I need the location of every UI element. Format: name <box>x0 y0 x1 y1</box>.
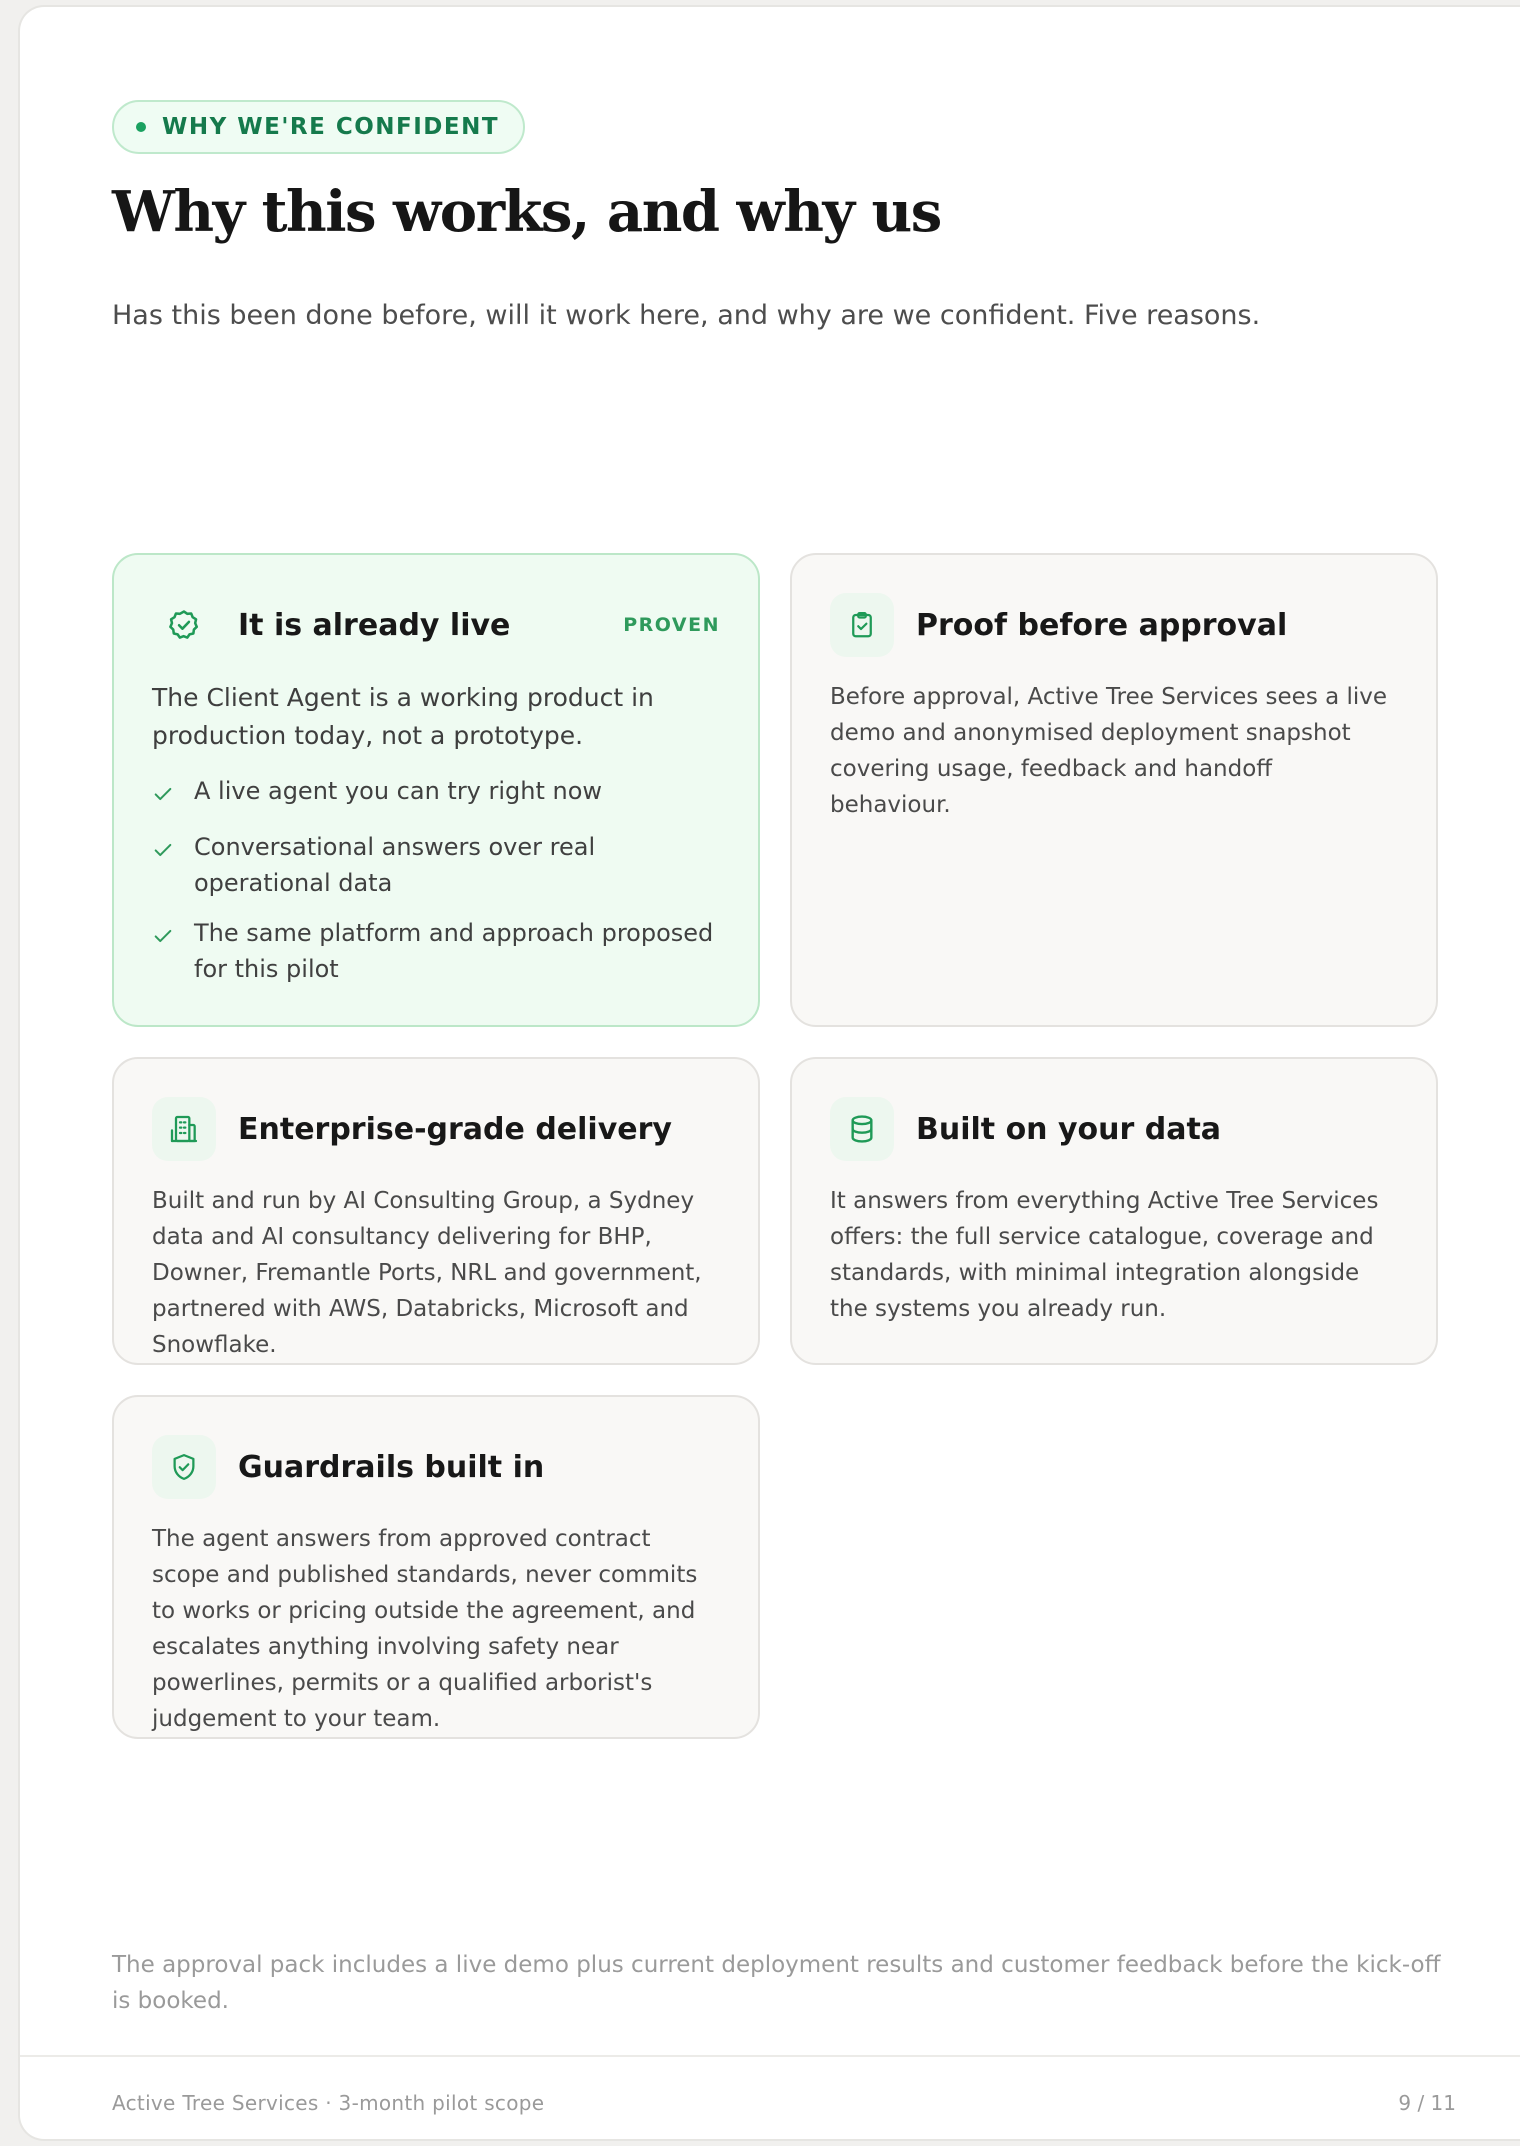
eyebrow-label: WHY WE'RE CONFIDENT <box>162 114 500 140</box>
checkmark-icon <box>152 829 176 901</box>
card-enterprise-delivery <box>112 1057 760 1365</box>
status-dot-icon <box>136 122 146 132</box>
slide-page <box>18 5 1520 2141</box>
checkmark-icon <box>152 915 176 987</box>
section-eyebrow <box>112 100 525 154</box>
card-title: Proof before approval <box>916 607 1288 643</box>
card-title: Guardrails built in <box>238 1449 545 1485</box>
card-title: It is already live <box>238 607 511 643</box>
card-description: Built and run by AI Consulting Group, a Sydney data and AI consultancy delivering for BHP, Downer, Fremantle Ports, NRL and government, partnered with AWS, Databricks, Microsoft and Snowflake. <box>152 1188 702 1358</box>
card-header <box>830 593 1398 657</box>
card-guardrails <box>112 1395 760 1739</box>
database-icon <box>830 1097 894 1161</box>
footer-divider <box>20 2055 1520 2057</box>
card-title: Enterprise-grade delivery <box>238 1111 672 1147</box>
check-item-text: The same platform and approach proposed for this pilot <box>194 919 714 983</box>
card-description: The Client Agent is a working product in production today, not a prototype. <box>152 683 654 750</box>
card-description: Before approval, Active Tree Services sees a live demo and anonymised deployment snapshot covering usage, feedback and handoff behaviour. <box>830 684 1388 818</box>
card-header <box>152 1435 720 1499</box>
card-already-live <box>112 553 760 1027</box>
check-badge-icon <box>152 593 216 657</box>
footer-document-title: Active Tree Services · 3-month pilot scope <box>112 2091 545 2115</box>
check-list <box>152 773 720 987</box>
shield-check-icon <box>152 1435 216 1499</box>
card-header <box>830 1097 1398 1161</box>
card-title: Built on your data <box>916 1111 1222 1147</box>
list-item <box>152 829 720 901</box>
card-description: It answers from everything Active Tree Services offers: the full service catalogue, coverage and standards, with minimal integration alongside the systems you already run. <box>830 1188 1379 1322</box>
check-item-text: Conversational answers over real operational data <box>194 833 596 897</box>
footnote: The approval pack includes a live demo plus current deployment results and customer feedback before the kick-off is booked. <box>112 1952 1441 2014</box>
page-number: 9 / 11 <box>1398 2091 1456 2115</box>
card-header <box>152 1097 720 1161</box>
list-item <box>152 915 720 987</box>
checkmark-icon <box>152 773 176 815</box>
card-description: The agent answers from approved contract scope and published standards, never commits to works or pricing outside the agreement, and escalates anything involving safety near powerlines, permits or a qualified arborist's judgement to your team. <box>152 1526 698 1732</box>
check-item-text: A live agent you can try right now <box>194 777 603 805</box>
page-title: Why this works, and why us <box>112 179 941 245</box>
building-icon <box>152 1097 216 1161</box>
card-proof-before-approval <box>790 553 1438 1027</box>
card-header <box>152 593 720 657</box>
clipboard-check-icon <box>830 593 894 657</box>
proven-badge: PROVEN <box>623 614 720 636</box>
card-built-on-your-data <box>790 1057 1438 1365</box>
page-subtitle: Has this been done before, will it work here, and why are we confident. Five reasons. <box>112 300 1261 331</box>
list-item <box>152 773 720 815</box>
